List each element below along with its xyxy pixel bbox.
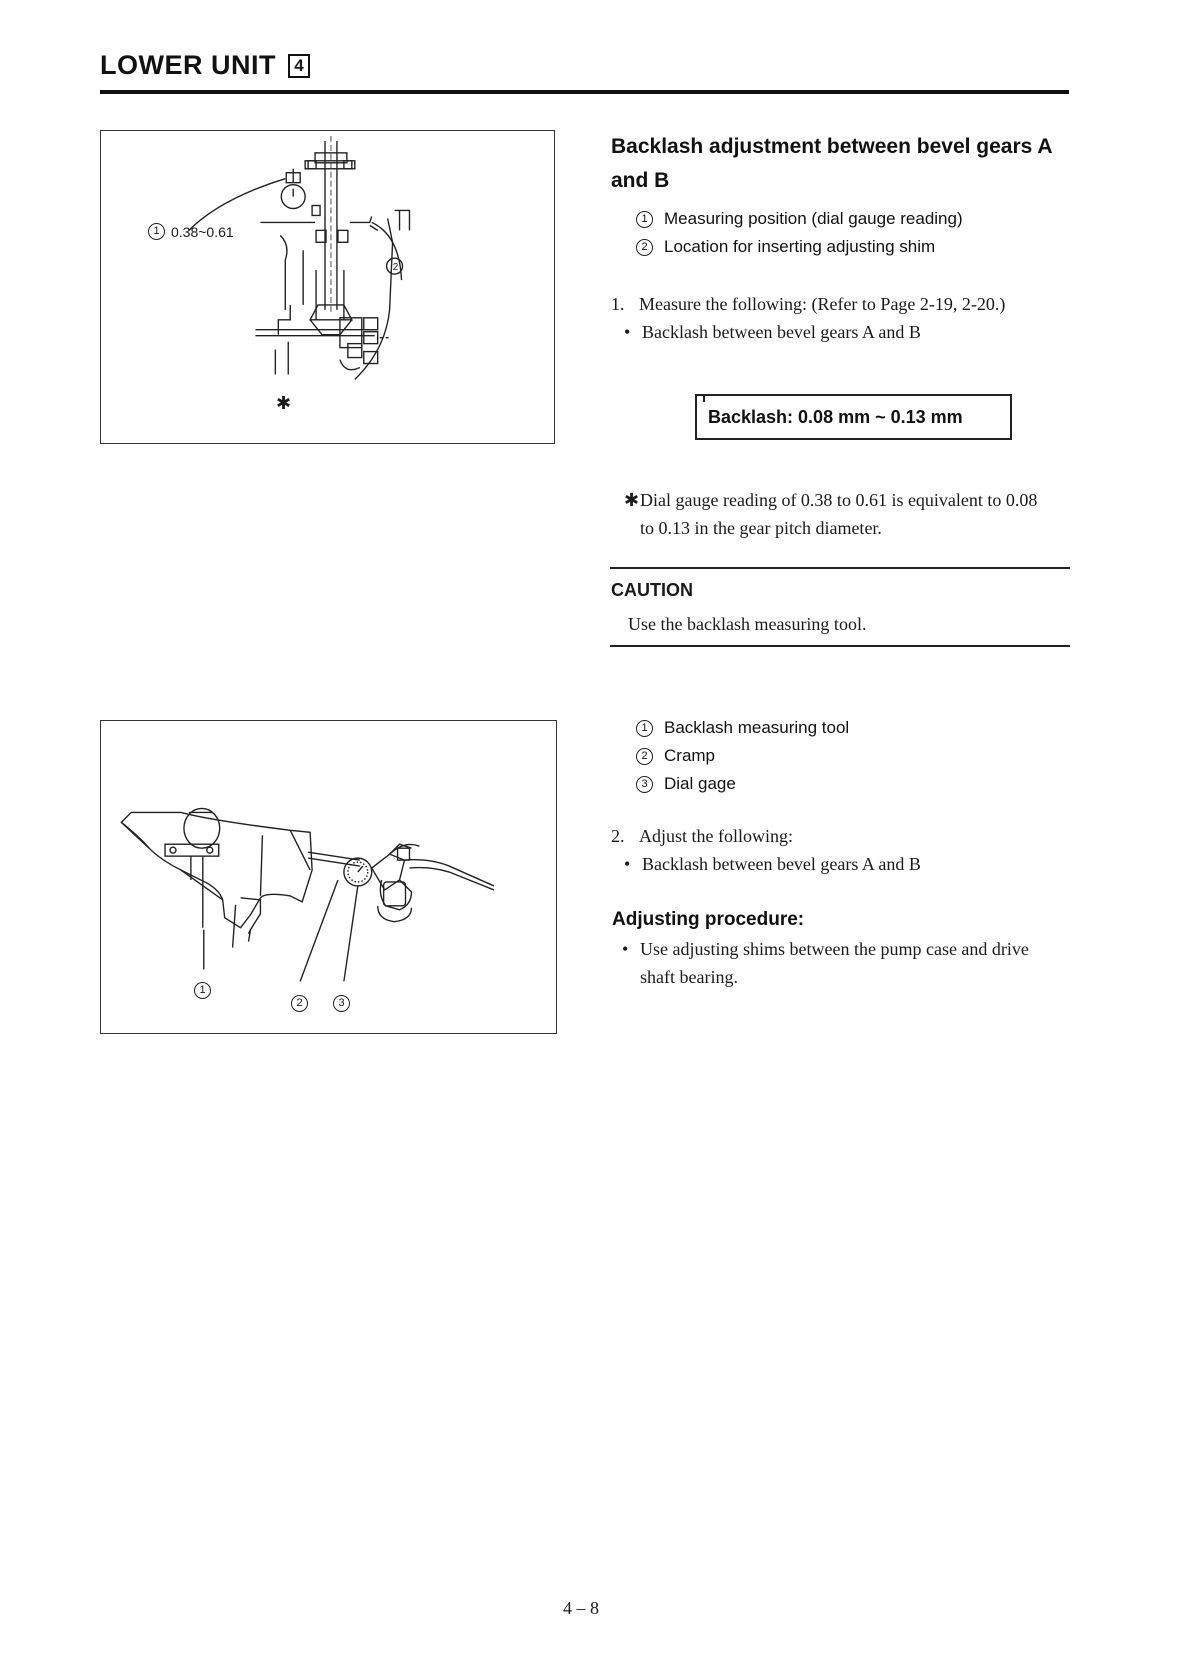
note-line-2: to 0.13 in the gear pitch diameter. [640,518,882,538]
procedure-line-1: Use adjusting shims between the pump case and drive [640,939,1029,959]
step-2-bullet [624,850,921,878]
figure-2-callout-3 [333,993,361,1012]
figure-1-illustration [101,131,554,443]
figure-1-callout-1-value: 0.38~0.61 [171,223,234,240]
legend-item [636,742,849,770]
figure-2-callout-number: 1 [194,982,211,999]
spec-text: Backlash: 0.08 mm ~ 0.13 mm [708,407,963,427]
legend-item [636,205,963,233]
legend-number: 2 [636,239,653,256]
bullet-text: Backlash between bevel gears A and B [642,322,921,342]
figure-2-callout-number: 2 [291,995,308,1012]
section-number-box: 4 [288,54,310,78]
figure-1-legend [636,205,963,261]
bullet-dot: • [624,854,631,874]
figure-backlash-measurement [100,130,555,444]
figure-2-illustration [101,721,556,1033]
legend-text: Cramp [664,746,716,765]
legend-text: Dial gage [664,774,736,793]
figure-1-asterisk: ✱ [276,393,292,413]
note-asterisk: ✱ [624,490,640,510]
caution-label: CAUTION [611,580,693,600]
bullet-dot: • [624,322,631,342]
legend-number: 2 [636,748,653,765]
legend-number: 1 [636,211,653,228]
section-heading-backlash: Backlash adjustment between bevel gears A and B [611,135,1052,192]
header-rule [100,90,1069,94]
legend-number: 1 [636,720,653,737]
legend-text: Backlash measuring tool [664,718,850,737]
note-line-1: Dial gauge reading of 0.38 to 0.61 is equivalent to 0.08 [640,490,1038,510]
legend-item [636,770,849,798]
step-1-bullet [624,318,921,346]
spec-box-tick [703,394,705,402]
adjusting-procedure-bullet [622,935,1072,991]
bullet-dot: • [622,939,629,959]
legend-text: Location for inserting adjusting shim [664,237,936,256]
legend-number: 3 [636,776,653,793]
step-text: Adjust the following: [639,826,793,846]
step-text: Measure the following: (Refer to Page 2-19, 2-20.) [639,294,1006,314]
caution-bottom-rule [610,645,1070,647]
figure-1-callout-1 [148,223,234,240]
step-number: 1. [611,294,625,314]
page-header [100,50,310,81]
figure-2-callout-1 [194,980,222,999]
legend-item [636,714,849,742]
caution-top-rule [610,567,1070,569]
dial-gauge-note [624,486,1074,542]
caution-text: Use the backlash measuring tool. [628,614,867,634]
bullet-text: Backlash between bevel gears A and B [642,854,921,874]
page-number: 4 – 8 [563,1598,599,1618]
figure-2-callout-number: 3 [333,995,350,1012]
legend-item [636,233,963,261]
procedure-line-2: shaft bearing. [640,967,738,987]
figure-backlash-tool-setup [100,720,557,1034]
figure-1-callout-2: 2 [392,262,399,274]
page-title: LOWER UNIT [100,50,276,80]
spec-box-backlash [695,394,1012,440]
figure-2-callout-2 [291,993,319,1012]
figure-1-callout-1-number: 1 [148,223,165,240]
step-number: 2. [611,826,625,846]
legend-text: Measuring position (dial gauge reading) [664,209,963,228]
step-2 [611,822,793,850]
figure-2-legend [636,714,849,798]
step-1 [611,290,1005,318]
adjusting-procedure-heading: Adjusting procedure: [612,909,805,930]
